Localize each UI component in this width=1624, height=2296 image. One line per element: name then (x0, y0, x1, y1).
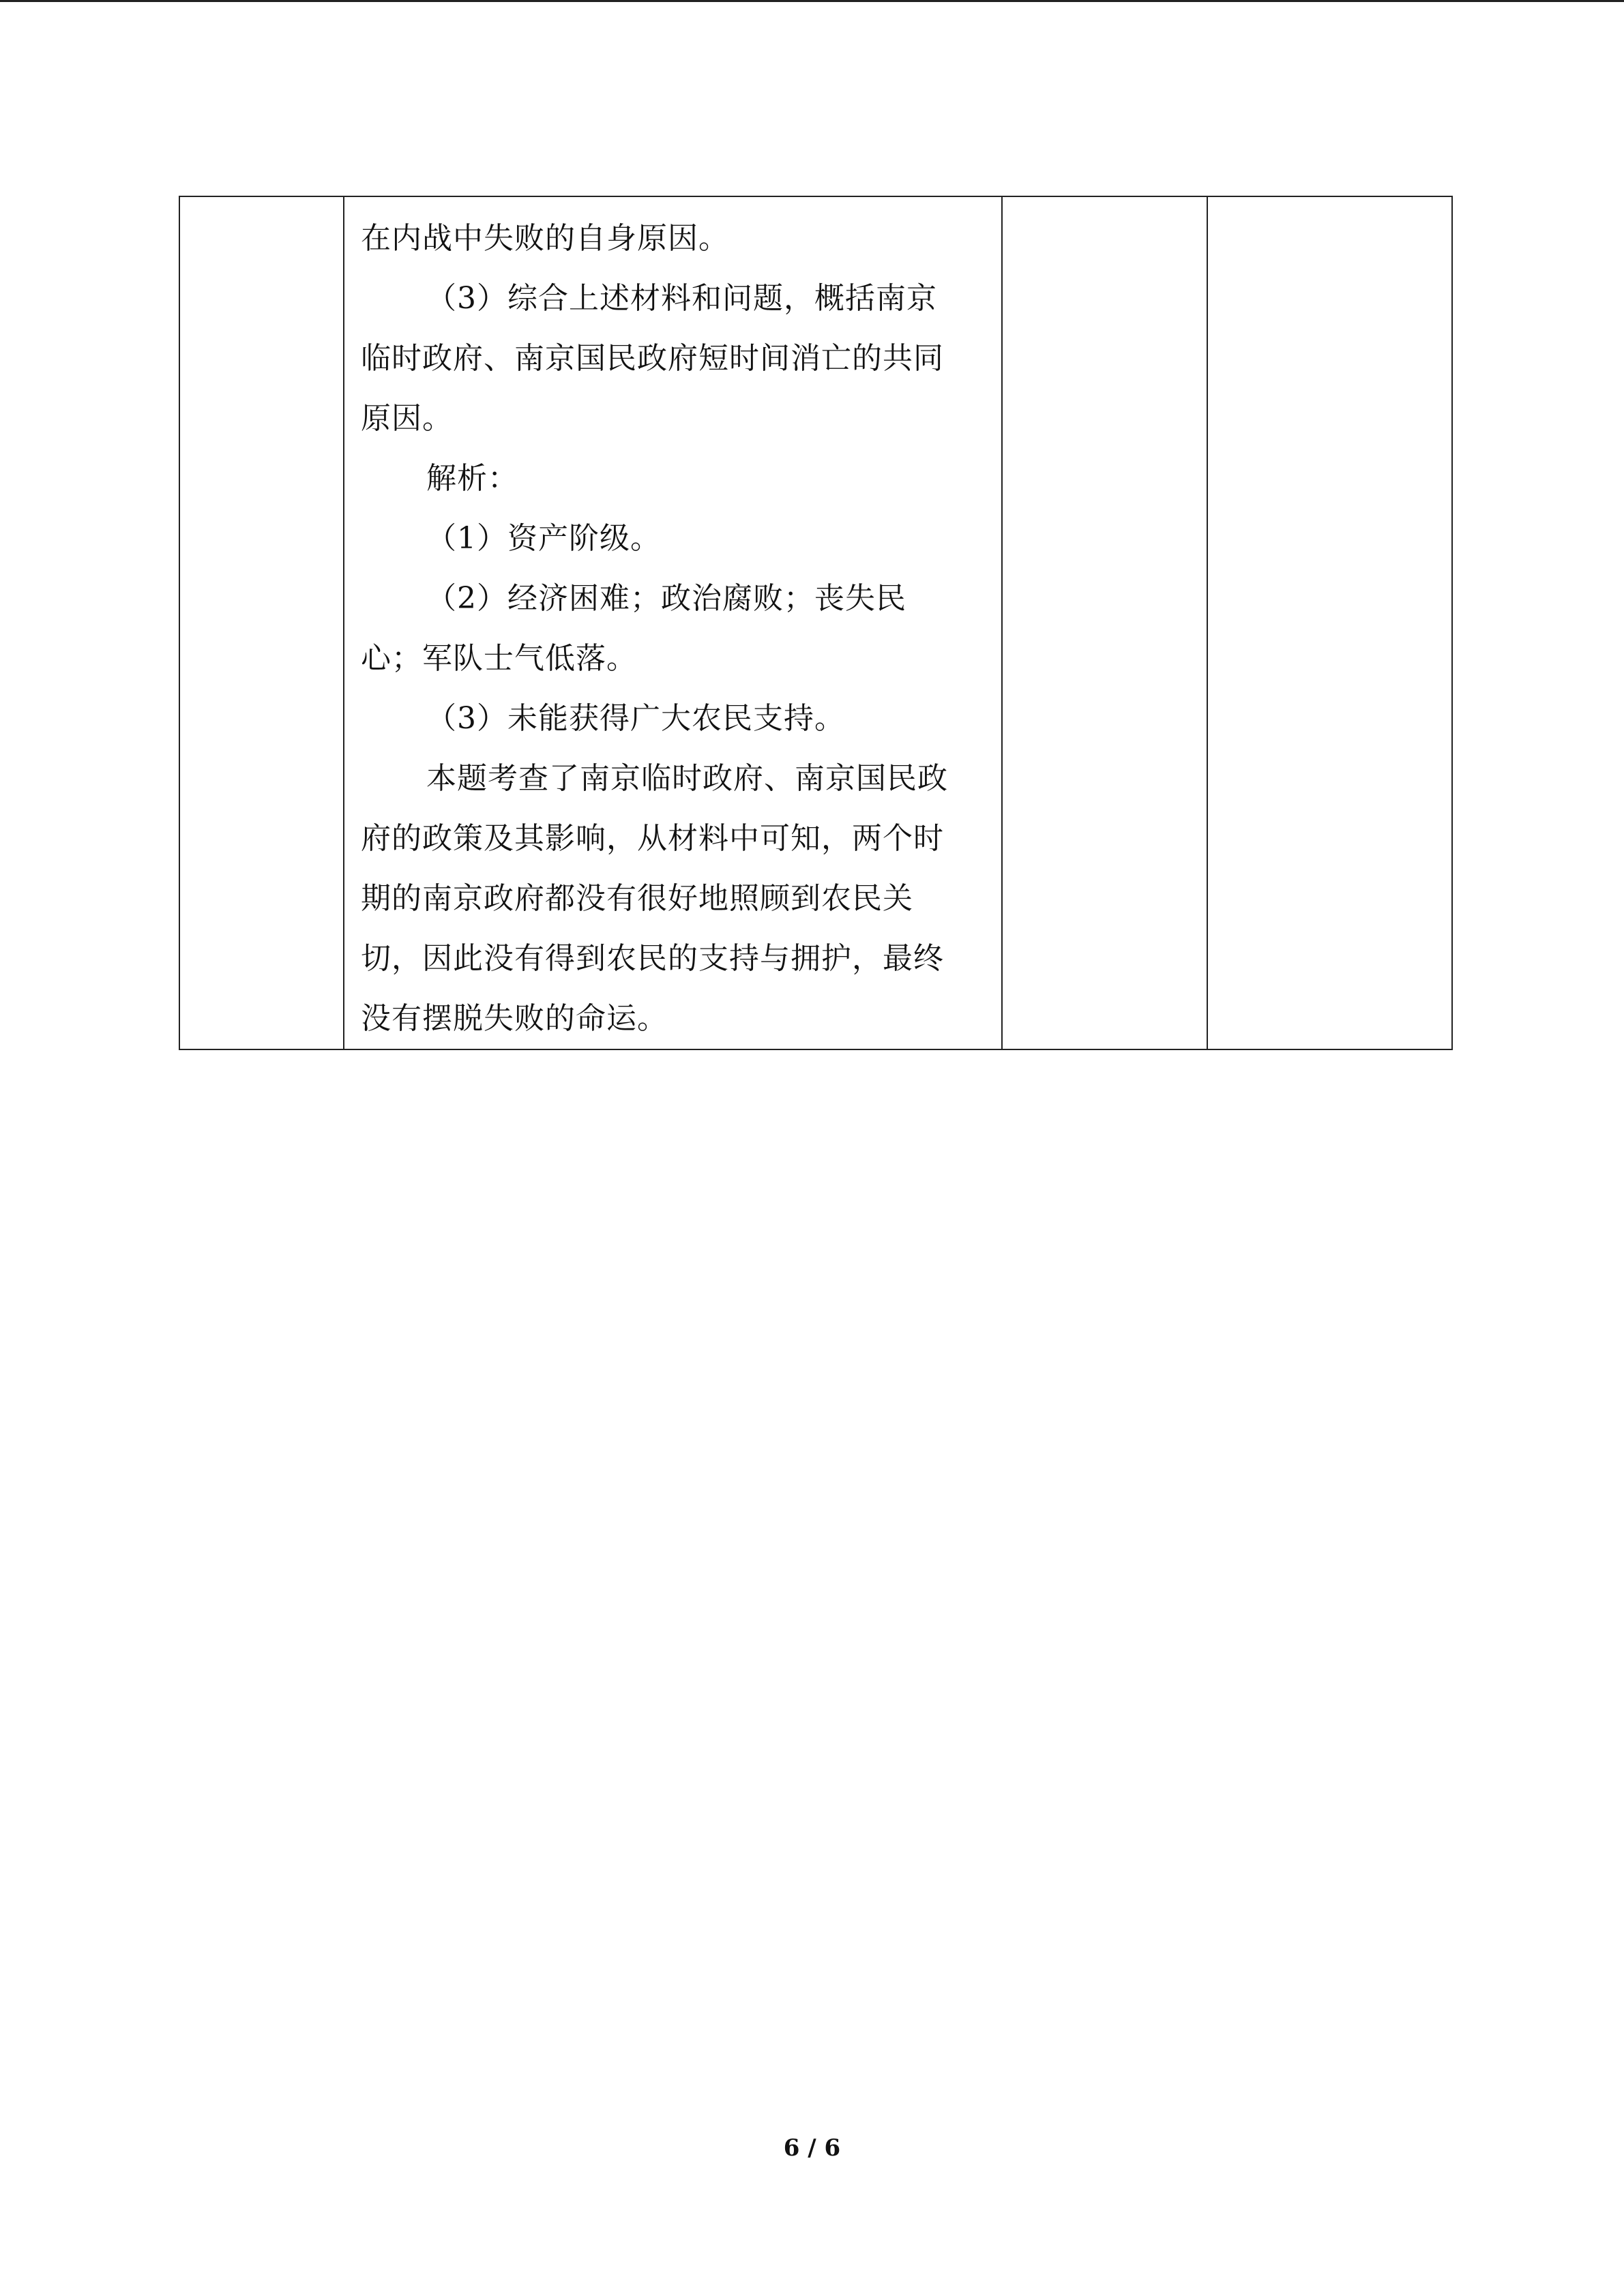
page-number: 6 / 6 (783, 2134, 841, 2162)
text-line: 临时政府、南京国民政府短时间消亡的共同 (361, 341, 944, 376)
table-cell-empty-left (179, 196, 344, 1049)
text-line: 解析： (426, 461, 518, 496)
top-border-line (0, 0, 1624, 2)
text-line: 原因。 (361, 401, 453, 436)
content-table (179, 196, 1453, 1050)
table-cell-empty-middle (1002, 196, 1207, 1049)
text-line: 期的南京政府都没有很好地照顾到农民关 (361, 881, 913, 916)
text-line: 府的政策及其影响，从材料中可知，两个时 (361, 821, 944, 856)
text-line: （1）资产阶级。 (426, 521, 661, 556)
text-line: 切，因此没有得到农民的支持与拥护，最终 (361, 941, 944, 976)
text-line: （3）未能获得广大农民支持。 (426, 701, 845, 736)
answer-text-block (344, 197, 1001, 1049)
table-cell-empty-right (1207, 196, 1452, 1049)
text-line: 本题考查了南京临时政府、南京国民政 (426, 761, 948, 796)
table-cell-content (344, 196, 1002, 1049)
text-line: 心；军队士气低落。 (361, 641, 637, 676)
text-line: 在内战中失败的自身原因。 (361, 221, 729, 256)
text-line: 没有摆脱失败的命运。 (361, 1001, 668, 1036)
text-line: （2）经济困难；政治腐败；丧失民 (426, 581, 906, 616)
table-row (179, 196, 1452, 1049)
text-line: （3）综合上述材料和问题，概括南京 (426, 281, 937, 316)
